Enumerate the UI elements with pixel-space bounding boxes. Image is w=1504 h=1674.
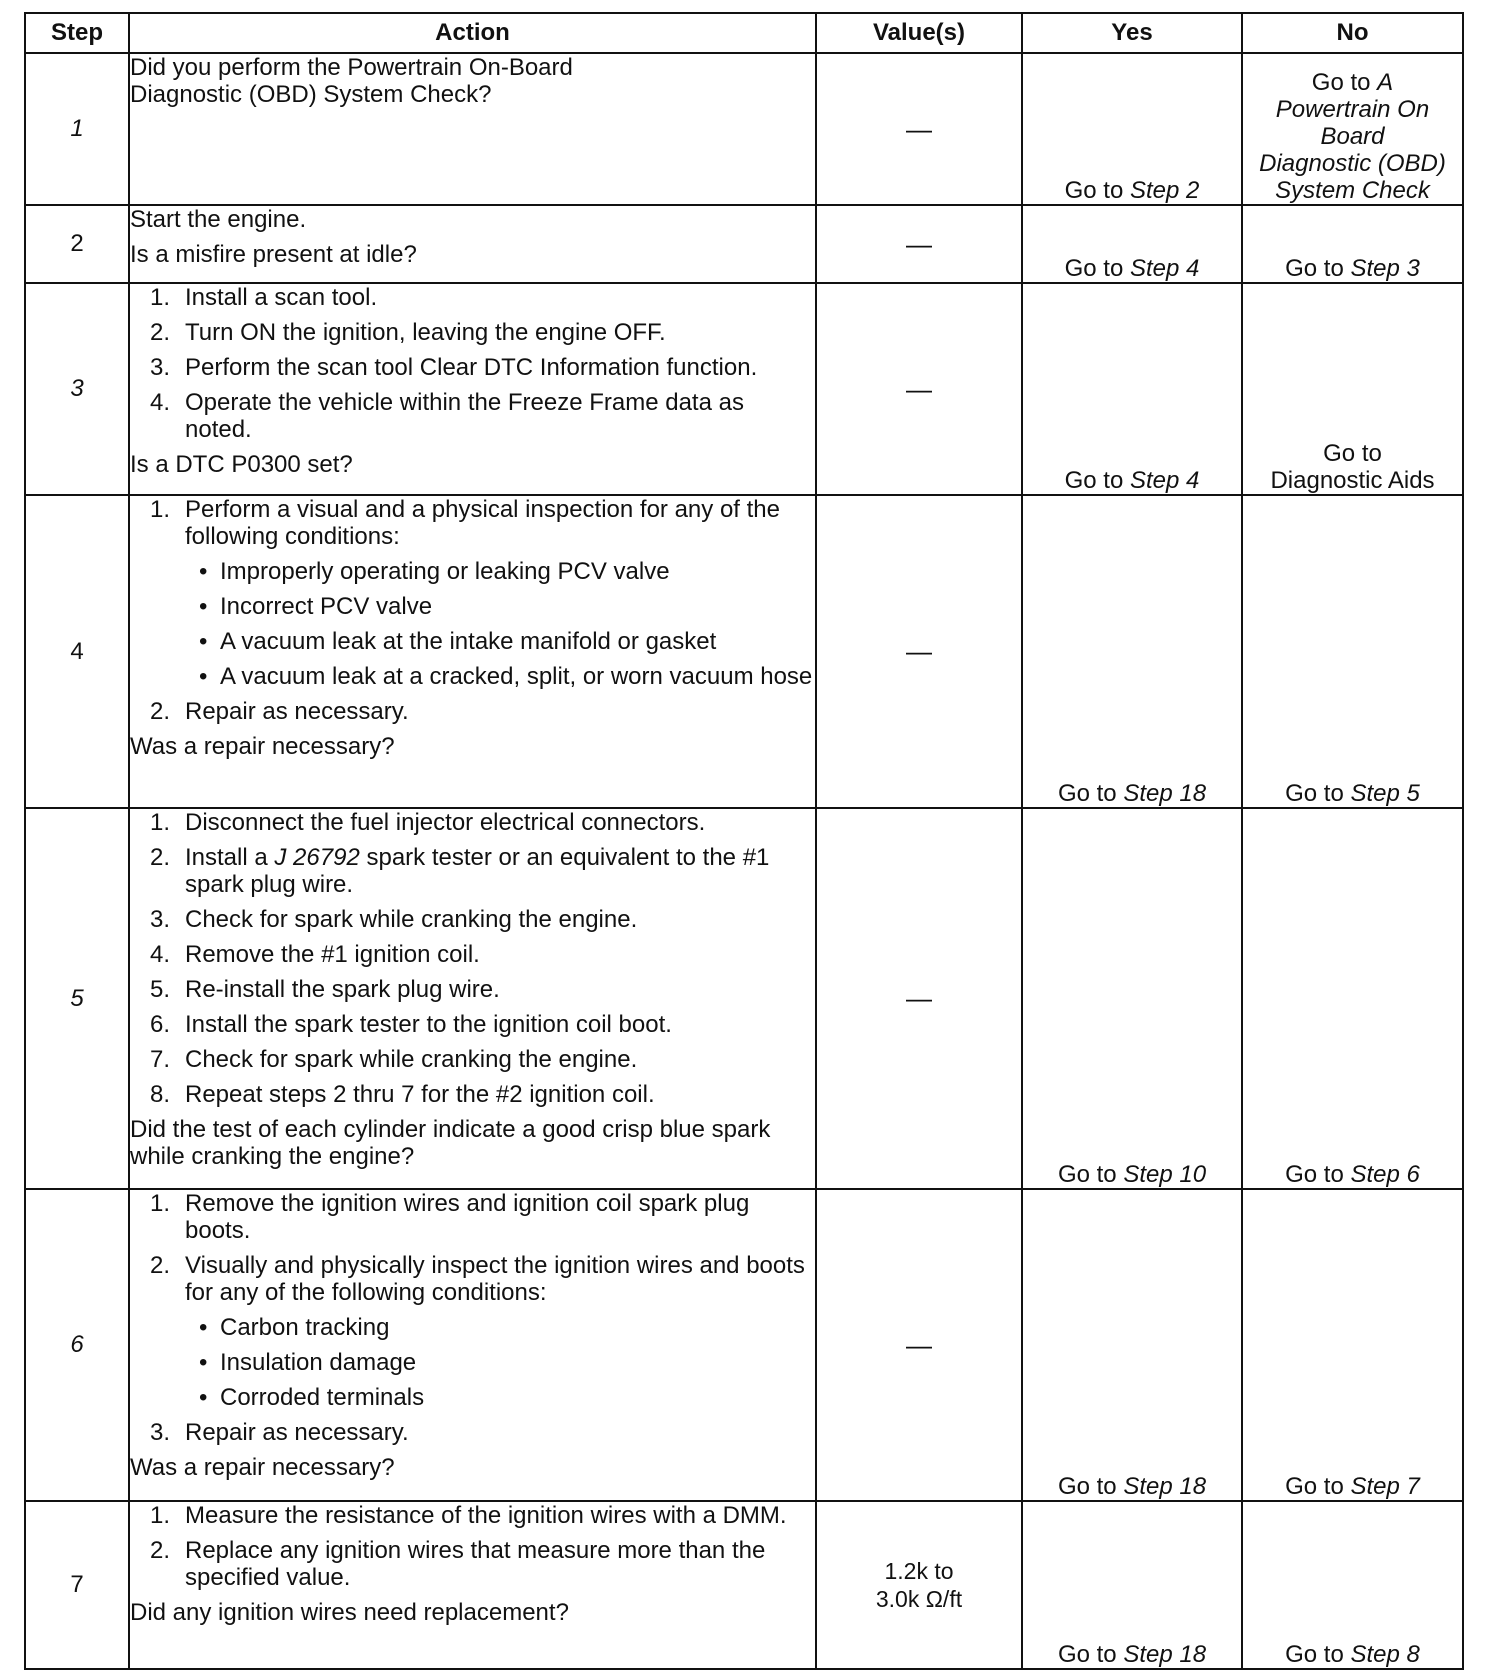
action-steps xyxy=(130,1190,815,1446)
step-number: 7 xyxy=(25,1501,129,1669)
yes-cell: Go to Step 4 xyxy=(1022,205,1242,283)
question-text: Was a repair necessary? xyxy=(130,1454,395,1481)
header-action: Action xyxy=(129,13,816,53)
yes-cell: Go to Step 18 xyxy=(1022,495,1242,808)
no-cell: Go to Step 5 xyxy=(1242,495,1463,808)
list-item: 1. Install a scan tool. xyxy=(150,284,378,311)
value-cell: — xyxy=(816,1189,1022,1501)
no-cell: Go to Step 6 xyxy=(1242,808,1463,1189)
list-item: 3. Repair as necessary. xyxy=(150,1419,409,1446)
value-cell: — xyxy=(816,205,1022,283)
action-steps xyxy=(130,809,815,1108)
list-item: 7. Check for spark while cranking the engine. xyxy=(150,1046,638,1073)
action-text: Start the engine. xyxy=(130,206,307,233)
action-steps xyxy=(130,284,815,443)
action-text: Did you perform the Powertrain On-Board Diagnostic (OBD) System Check? xyxy=(130,54,573,108)
table-row xyxy=(25,495,1463,808)
header-step: Step xyxy=(25,13,129,53)
question-text: Did the test of each cylinder indicate a good crisp blue spark while cranking the engine? xyxy=(130,1116,771,1170)
table-row xyxy=(25,1501,1463,1669)
yes-cell: Go to Step 18 xyxy=(1022,1501,1242,1669)
list-item: 1. Perform a visual and a physical inspection for any of the following conditions: • Improperly operating or leaking PCV valve • Incorrect PCV valve • A vacuum leak at the intake manifold or gasket • A vacuum leak at a cracked, split, or worn vacuum hose xyxy=(130,496,815,690)
value-cell xyxy=(816,1501,1022,1669)
step-number: 4 xyxy=(25,495,129,808)
yes-cell: Go to Step 4 xyxy=(1022,283,1242,495)
tool-reference: J 26792 xyxy=(274,844,360,871)
step-number: 3 xyxy=(25,283,129,495)
table-row xyxy=(25,283,1463,495)
bullet-item: • Incorrect PCV valve xyxy=(199,593,433,620)
question-text: Is a DTC P0300 set? xyxy=(130,451,353,478)
action-cell xyxy=(129,495,816,808)
list-item: 2. Turn ON the ignition, leaving the engine OFF. xyxy=(150,319,666,346)
list-item: 1. Measure the resistance of the ignition wires with a DMM. xyxy=(150,1502,787,1529)
yes-cell: Go to Step 18 xyxy=(1022,1189,1242,1501)
no-cell: Go to Diagnostic Aids xyxy=(1242,283,1463,495)
bullet-item: • Insulation damage xyxy=(199,1349,417,1376)
step-number: 2 xyxy=(25,205,129,283)
diagnostic-table xyxy=(24,12,1464,1670)
list-item: 2. Replace any ignition wires that measure more than the specified value. xyxy=(150,1537,766,1591)
list-item: 2. Repair as necessary. xyxy=(150,698,409,725)
spec-value: 3.0k Ω/ft xyxy=(875,1586,963,1612)
list-item: 4. Remove the #1 ignition coil. xyxy=(150,941,480,968)
action-cell xyxy=(129,808,816,1189)
list-item: 3. Check for spark while cranking the engine. xyxy=(150,906,638,933)
list-item: 1. Remove the ignition wires and ignition coil spark plug boots. xyxy=(150,1190,750,1244)
list-item: 4. Operate the vehicle within the Freeze Frame data as noted. xyxy=(150,389,744,443)
value-cell: — xyxy=(816,283,1022,495)
bullet-item: • Carbon tracking xyxy=(199,1314,390,1341)
table-row xyxy=(25,53,1463,205)
step-number: 5 xyxy=(25,808,129,1189)
header-no: No xyxy=(1242,13,1463,53)
list-item: 6. Install the spark tester to the ignition coil boot. xyxy=(150,1011,672,1038)
bullet-item: • Improperly operating or leaking PCV valve xyxy=(199,558,670,585)
header-row xyxy=(25,13,1463,53)
yes-cell: Go to Step 2 xyxy=(1022,53,1242,205)
question-text: Was a repair necessary? xyxy=(130,733,395,760)
condition-list xyxy=(185,558,815,690)
no-cell: Go to Step 3 xyxy=(1242,205,1463,283)
list-item: 5. Re-install the spark plug wire. xyxy=(150,976,500,1003)
bullet-item: • A vacuum leak at a cracked, split, or worn vacuum hose xyxy=(199,663,813,690)
action-cell xyxy=(129,53,816,205)
list-item: 1. Disconnect the fuel injector electrical connectors. xyxy=(150,809,706,836)
header-values: Value(s) xyxy=(816,13,1022,53)
list-item: 8. Repeat steps 2 thru 7 for the #2 ignition coil. xyxy=(150,1081,655,1108)
condition-list xyxy=(185,1314,815,1411)
action-cell xyxy=(129,283,816,495)
list-item: 3. Perform the scan tool Clear DTC Information function. xyxy=(150,354,758,381)
table-row xyxy=(25,808,1463,1189)
no-cell: Go to A Powertrain On Board Diagnostic (OBD) System Check xyxy=(1242,53,1463,205)
value-cell: — xyxy=(816,808,1022,1189)
no-cell: Go to Step 7 xyxy=(1242,1189,1463,1501)
action-cell xyxy=(129,1501,816,1669)
step-number: 6 xyxy=(25,1189,129,1501)
yes-cell: Go to Step 10 xyxy=(1022,808,1242,1189)
action-steps xyxy=(130,1502,815,1591)
header-yes: Yes xyxy=(1022,13,1242,53)
spec-value: 1.2k to xyxy=(884,1558,954,1584)
question-text: Is a misfire present at idle? xyxy=(130,241,417,268)
bullet-item: • Corroded terminals xyxy=(199,1384,425,1411)
list-item: 2. Visually and physically inspect the ignition wires and boots for any of the following conditions: • Carbon tracking • Insulation damage • Corroded terminals xyxy=(130,1252,815,1411)
value-cell: — xyxy=(816,53,1022,205)
table-row xyxy=(25,1189,1463,1501)
yes-link: Step 2 xyxy=(1129,177,1200,204)
bullet-item: • A vacuum leak at the intake manifold or gasket xyxy=(199,628,717,655)
action-steps xyxy=(130,496,815,725)
action-cell xyxy=(129,205,816,283)
table-row xyxy=(25,205,1463,283)
step-number: 1 xyxy=(25,53,129,205)
action-cell xyxy=(129,1189,816,1501)
question-text: Did any ignition wires need replacement? xyxy=(130,1599,569,1626)
value-cell: — xyxy=(816,495,1022,808)
list-item: 2. Install a J 26792 spark tester or an equivalent to the #1 spark plug wire. xyxy=(150,844,770,898)
no-cell: Go to Step 8 xyxy=(1242,1501,1463,1669)
